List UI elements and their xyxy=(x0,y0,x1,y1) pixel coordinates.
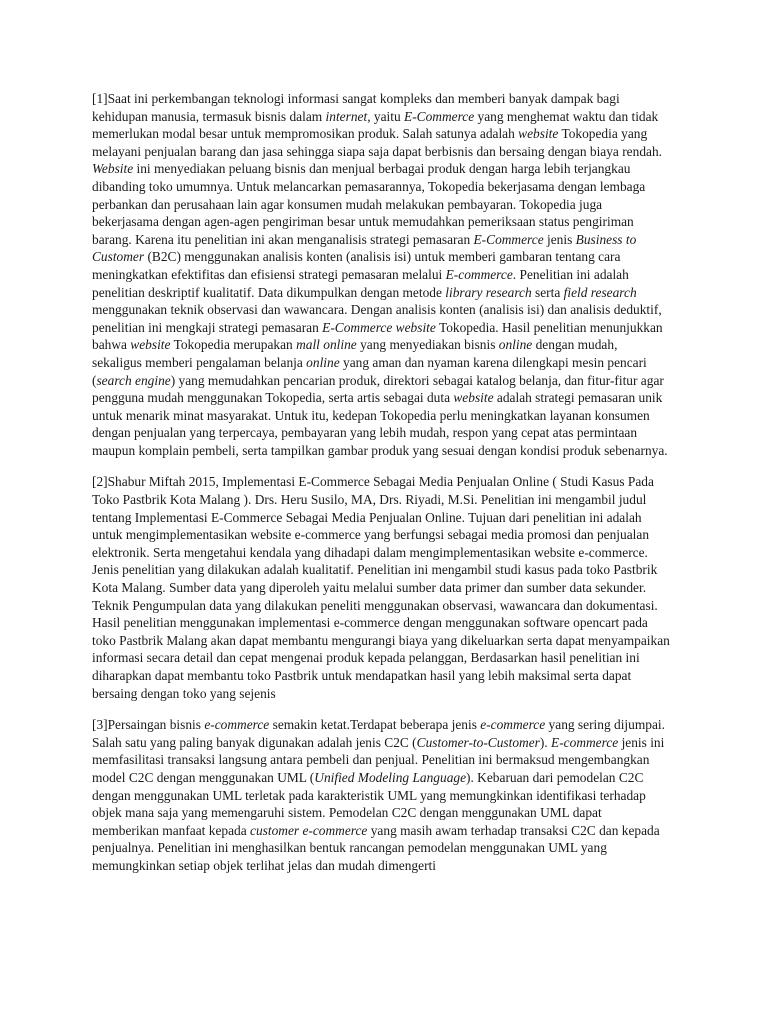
paragraph-3 xyxy=(92,716,670,874)
italic-text: search engine xyxy=(96,372,171,388)
body-text: [3]Persaingan bisnis xyxy=(92,717,205,733)
italic-text: internet xyxy=(325,108,368,124)
italic-text: website xyxy=(130,337,171,353)
italic-text: website xyxy=(453,390,494,406)
italic-text: website xyxy=(518,126,559,142)
italic-text: E-Commerce website xyxy=(322,319,436,335)
document-body xyxy=(92,90,670,889)
body-text: yang menyediakan bisnis xyxy=(356,337,499,353)
body-text: Tokopedia merupakan xyxy=(170,337,297,353)
body-text: . Penelitian ini adalah penelitian deskriptif kualitatif. Data dikumpulkan dengan metode xyxy=(92,266,629,300)
italic-text: library research xyxy=(445,284,532,300)
body-text: Tokopedia yang melayani penjualan barang dan jasa sehingga siapa saja dapat berbisnis dan bersaing dengan biaya rendah. xyxy=(92,126,663,159)
body-text: [2]Shabur Miftah 2015, Implementasi E-Commerce Sebagai Media Penjualan Online ( Studi Kasus Pada Toko Pastbrik Kota Malang ). Drs. Heru Susilo, MA, Drs. Riyadi, M.Si. Penelitian ini mengambil judul tentang Implementasi E-Commerce Sebagai Media Penjualan Online. Tujuan dari penelitian ini adalah untuk mengimplementasikan website e-commerce yang berfungsi sebagai media promosi dan penjualan elektronik. Serta mengetahui kendala yang dihadapi dalam mengimplementasikan website e-commerce. Jenis penelitian yang dilakukan adalah kualitatif. Penelitian ini mengambil studi kasus pada toko Pastbrik Kota Malang. Sumber data yang diperoleh yaitu melalui sumber data primer dan sumber data sekunder. Teknik Pengumpulan data yang dilakukan peneliti menggunakan observasi, wawancara dan dokumentasi. Hasil penelitian menggunakan implementasi e-commerce dengan menggunakan software opencart pada toko Pastbrik Malang akan dapat membantu mengurangi biaya yang dikeluarkan serta dapat menyampaikan informasi secara detail dan cepat mengenai produk kepada pelanggan, Berdasarkan hasil penelitian ini diharapkan dapat membantu toko Pastbrik untuk mendapatkan hasil yang lebih maksimal serta dapat bersaing dengan toko yang sejenis xyxy=(92,474,670,701)
italic-text: e-commerce xyxy=(480,717,546,733)
body-text: Tokopedia. Hasil penelitian menunjukkan bahwa xyxy=(92,319,663,353)
body-text: (B2C) menggunakan analisis konten (analisis isi) untuk memberi gambaran tentang cara meningkatkan efektifitas dan efisiensi strategi pemasaran melalui xyxy=(92,249,621,282)
italic-text: Business to Customer xyxy=(92,231,637,265)
body-text: ). Kebaruan dari pemodelan C2C dengan menggunakan UML terletak pada karakteristik UML yang memungkinkan identifikasi terhadap objek mana saja yang memengaruhi sistem. Pemodelan C2C dengan menggunakan UML dapat memberikan manfaat kepada xyxy=(92,769,646,838)
body-text: [1]Saat ini perkembangan teknologi informasi sangat kompleks dan memberi banyak dampak bagi kehidupan manusia, termasuk bisnis dalam xyxy=(92,91,620,124)
paragraph-2 xyxy=(92,473,670,702)
italic-text: E-Commerce xyxy=(404,108,475,124)
body-text: adalah strategi pemasaran unik untuk menarik minat masyarakat. Untuk itu, kedepan Tokopedia perlu meningkatkan layanan konsumen dengan penjualan yang terpercaya, pembayaran yang lebih mudah, respon yang cepat atas permintaan maupun komplain pembeli, serta tampilkan gambar produk yang sesuai dengan kondisi produk sebenarnya. xyxy=(92,390,668,458)
italic-text: Customer-to-Customer xyxy=(416,734,540,750)
italic-text: Unified Modeling Language xyxy=(314,769,467,785)
body-text: yang sering dijumpai. Salah satu yang paling banyak digunakan adalah jenis C2C ( xyxy=(92,717,665,750)
body-text: , yaitu xyxy=(367,108,405,124)
body-text: menggunakan teknik observasi dan wawancara. Dengan analisis konten (analisis isi) dan analisis deduktif, penelitian ini mengkaji strategi pemasaran xyxy=(92,302,662,335)
body-text: jenis ini memfasilitasi transaksi langsung antara pembeli dan penjual. Penelitian ini bermaksud mengembangkan model C2C dengan menggunakan UML ( xyxy=(92,734,665,785)
italic-text: E-Commerce xyxy=(473,231,544,247)
body-text: dengan mudah, sekaligus memberi pengalaman belanja xyxy=(92,337,618,370)
italic-text: online xyxy=(498,337,533,353)
italic-text: e-commerce xyxy=(204,717,270,733)
body-text: serta xyxy=(531,284,564,300)
italic-text: E-commerce xyxy=(445,266,513,282)
body-text: semakin ketat.Terdapat beberapa jenis xyxy=(269,717,481,733)
body-text: jenis xyxy=(543,231,576,247)
body-text: ini menyediakan peluang bisnis dan menjual berbagai produk dengan harga lebih terjangkau dibanding toko umumnya. Untuk melancarkan pemasarannya, Tokopedia bekerjasama dengan lembaga perbankan dan perusahaan lain agar konsumen mudah melakukan pembayaran. Tokopedia juga bekerjasama dengan agen-agen pengiriman besar untuk memudahkan pemeriksaan status pengiriman barang. Karena itu penelitian ini akan menganalisis strategi pemasaran xyxy=(92,161,646,247)
italic-text: customer e-commerce xyxy=(250,822,368,838)
italic-text: E-commerce xyxy=(551,734,619,750)
body-text: ) yang memudahkan pencarian produk, direktori sebagai katalog belanja, dan fitur-fitur agar pengguna mudah menggunakan Tokopedia, serta artis sebagai duta xyxy=(92,372,664,406)
body-text: ). xyxy=(539,734,552,750)
paragraph-1 xyxy=(92,90,670,459)
body-text: yang masih awam terhadap transaksi C2C dan kepada penjualnya. Penelitian ini menghasilkan bentuk rancangan pemodelan menggunakan UML yang memungkinkan setiap objek terlihat jelas dan mudah dimengerti xyxy=(92,822,660,873)
italic-text: mall online xyxy=(296,337,357,353)
body-text: yang aman dan nyaman karena dilengkapi mesin pencari ( xyxy=(92,354,647,388)
italic-text: online xyxy=(306,354,340,370)
italic-text: field research xyxy=(563,284,637,300)
italic-text: Website xyxy=(92,161,134,177)
body-text: yang menghemat waktu dan tidak memerlukan modal besar untuk mempromosikan produk. Salah satunya adalah xyxy=(92,108,659,142)
